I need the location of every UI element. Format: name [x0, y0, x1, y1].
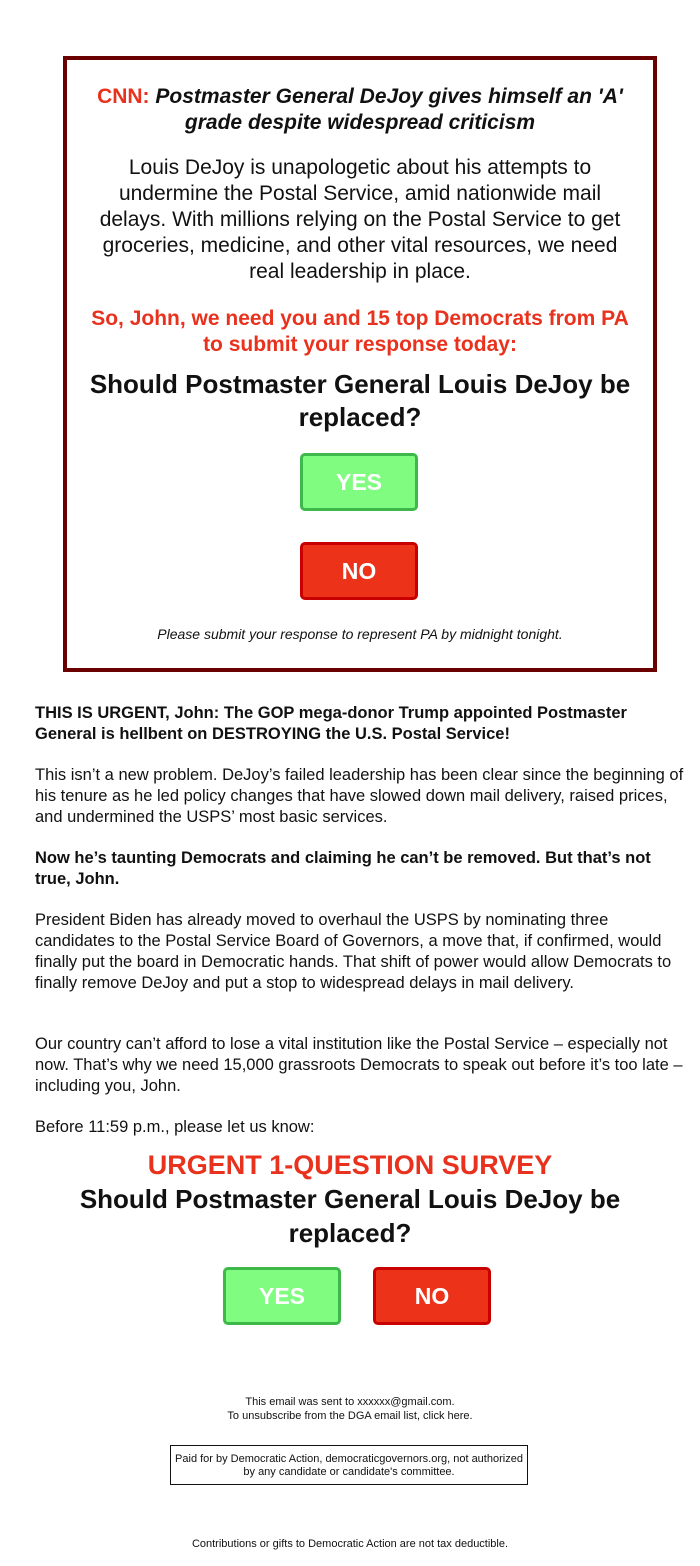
- survey-question: Should Postmaster General Louis DeJoy be replaced?: [79, 1184, 621, 1248]
- unsubscribe-link[interactable]: To unsubscribe from the DGA email list, click here.: [227, 1410, 473, 1422]
- deadline-note: Please submit your response to represent PA by midnight tonight.: [157, 626, 563, 642]
- survey-box: [63, 56, 657, 672]
- sent-to-note: This email was sent to xxxxxx@gmail.com.: [245, 1396, 455, 1408]
- headline-title: Postmaster General DeJoy gives himself an 'A' grade despite widespread criticism: [155, 85, 623, 134]
- box-no-button[interactable]: NO: [300, 542, 418, 600]
- headline-source: CNN:: [97, 85, 150, 108]
- survey-yes-button[interactable]: YES: [223, 1267, 341, 1325]
- headline: [79, 84, 641, 136]
- body-paragraph-6: Before 11:59 p.m., please let us know:: [35, 1118, 315, 1136]
- ask-text: So, John, we need you and 15 top Democrats from PA to submit your response today:: [91, 307, 629, 356]
- tax-disclaimer: Contributions or gifts to Democratic Action are not tax deductible.: [191, 1538, 509, 1550]
- body-paragraph-5: Our country can’t afford to lose a vital institution like the Postal Service – especially not now. That’s why we need 15,000 grassroots Democrats to speak out before it’s too late – including you, John.: [35, 1035, 683, 1095]
- box-question: Should Postmaster General Louis DeJoy be replaced?: [89, 369, 631, 432]
- body-paragraph-3: Now he’s taunting Democrats and claiming he can’t be removed. But that’s not true, John.: [35, 849, 651, 888]
- lead-paragraph: Louis DeJoy is unapologetic about his attempts to undermine the Postal Service, amid nationwide mail delays. With millions relying on the Postal Service to get groceries, medicine, and other vital resources, we need real leadership in place.: [99, 156, 621, 283]
- body-paragraph-4: President Biden has already moved to overhaul the USPS by nominating three candidates to the Postal Service Board of Governors, a move that, if confirmed, would finally put the board in Democratic hands. That shift of power would allow Democrats to finally remove DeJoy and put a stop to widespread delays in mail delivery.: [35, 911, 672, 992]
- paid-for-disclaimer: Paid for by Democratic Action, democraticgovernors.org, not authorized by any candidate or candidate's committee.: [170, 1445, 528, 1485]
- box-yes-button[interactable]: YES: [300, 453, 418, 511]
- body-paragraph-2: This isn’t a new problem. DeJoy’s failed leadership has been clear since the beginning of his tenure as he led policy changes that have slowed down mail delivery, raised prices, and undermined the USPS’ most basic services.: [35, 766, 684, 826]
- urgent-paragraph: THIS IS URGENT, John: The GOP mega-donor Trump appointed Postmaster General is hellbent on DESTROYING the U.S. Postal Service!: [35, 704, 627, 743]
- survey-title: URGENT 1-QUESTION SURVEY: [147, 1150, 553, 1180]
- survey-no-button[interactable]: NO: [373, 1267, 491, 1325]
